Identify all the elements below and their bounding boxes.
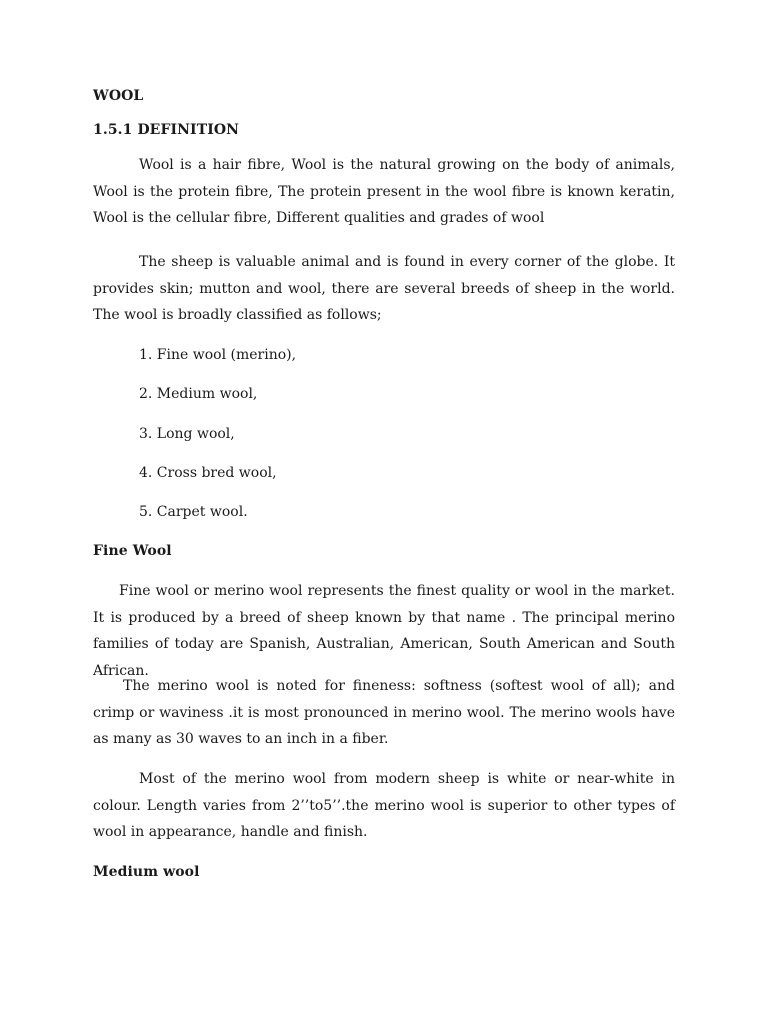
document-title: WOOL — [93, 88, 144, 104]
medium-wool-heading: Medium wool — [93, 864, 200, 880]
list-item: 5. Carpet wool. — [139, 504, 248, 520]
fine-wool-heading: Fine Wool — [93, 543, 172, 559]
list-item: 3. Long wool, — [139, 426, 235, 442]
list-item: 4. Cross bred wool, — [139, 465, 277, 481]
merino-fineness-paragraph: The merino wool is noted for fineness: softness (softest wool of all); and crimp or waviness .it is most pronounced in merino wool. The merino wools have as many as 30 waves to an inch in a fiber. — [93, 678, 675, 747]
definition-paragraph: Wool is a hair fibre, Wool is the natural growing on the body of animals, Wool is the protein fibre, The protein present in the wool fibre is known keratin, Wool is the cellular fibre, Different qualities and grades of wool — [93, 157, 675, 226]
fine-wool-paragraph: Fine wool or merino wool represents the finest quality or wool in the market. It is produced by a breed of sheep known by that name . The principal merino families of today are Spanish, Australian, American, South American and South African. — [93, 583, 675, 679]
list-item: 1. Fine wool (merino), — [139, 347, 297, 363]
merino-colour-paragraph: Most of the merino wool from modern sheep is white or near-white in colour. Length varies from 2’’to5’’.the merino wool is superior to other types of wool in appearance, handle and finish. — [93, 771, 675, 840]
list-item: 2. Medium wool, — [139, 386, 258, 402]
sheep-paragraph: The sheep is valuable animal and is found in every corner of the globe. It provides skin; mutton and wool, there are several breeds of sheep in the world. The wool is broadly classified as follows; — [93, 254, 675, 323]
section-heading: 1.5.1 DEFINITION — [93, 122, 240, 138]
